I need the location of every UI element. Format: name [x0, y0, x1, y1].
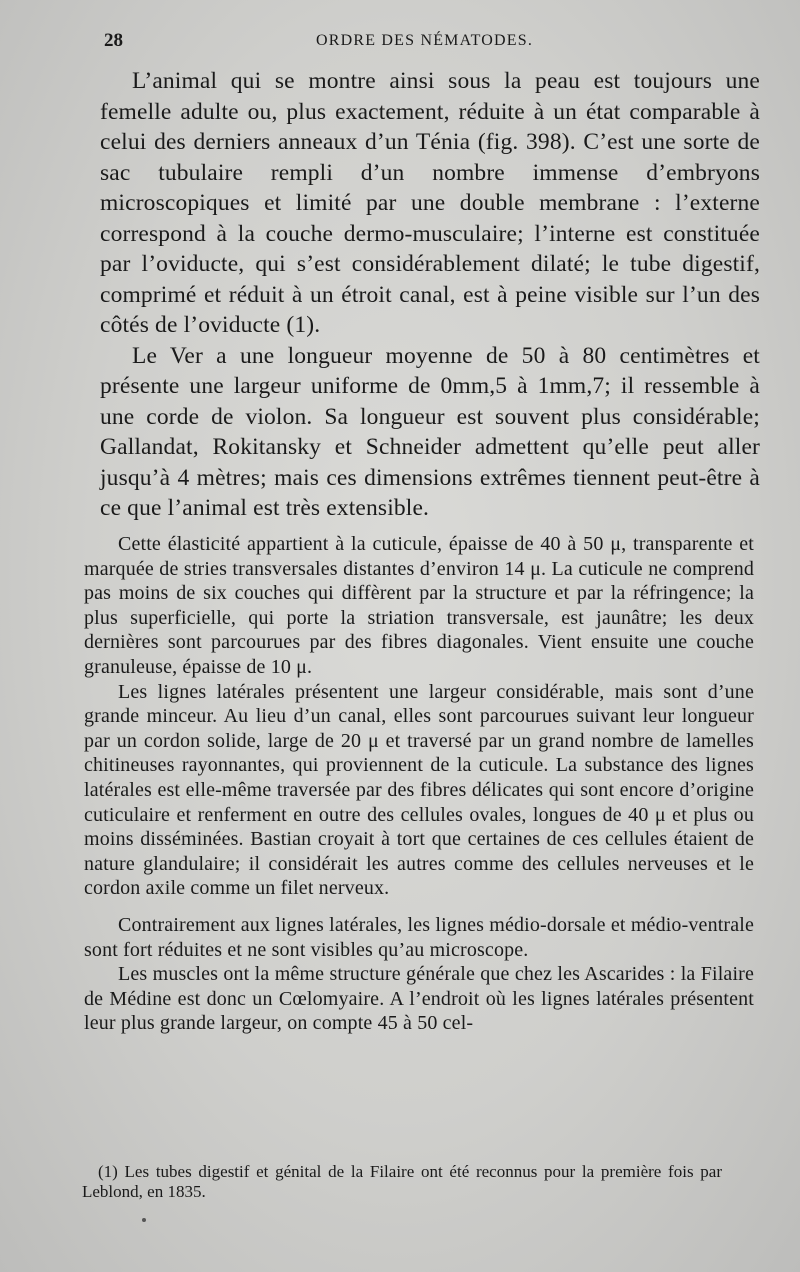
- footnote: (1) Les tubes digestif et génital de la Filaire ont été reconnus pour la première fois par Leblond, en 1835.: [82, 1162, 722, 1201]
- small-paragraph: Les lignes latérales présentent une largeur considérable, mais sont d’une grande minceur. Au lieu d’un canal, elles sont parcourues suivant leur longueur par un cordon solide, large de 20 μ et traversé par un grand nombre de lamelles chitineuses rayonnantes, qui proviennent de la cuticule. La substance des lignes latérales est elle-même traversée par des fibres délicates qui sont encore d’origine cuticulaire et renferment en outre des cellules ovales, longues de 40 μ et plus ou moins disséminées. Bastian croyait à tort que certaines de ces cellules étaient de nature glandulaire; il considérait les autres comme des cellules nerveuses et le cordon axile comme un filet nerveux.: [84, 680, 754, 900]
- paragraph: Le Ver a une longueur moyenne de 50 à 80 centimètres et présente une largeur uniforme de 0mm,5 à 1mm,7; il ressemble à une corde de violon. Sa longueur est souvent plus considérable; Gallandat, Rokitansky et Schneider admettent qu’elle peut aller jusqu’à 4 mètres; mais ces dimensions extrêmes tiennent peut-être à ce que l’animal est très extensible.: [100, 342, 760, 521]
- page-number: 28: [104, 30, 123, 51]
- main-text: [100, 66, 760, 524]
- print-speck: [142, 1218, 146, 1222]
- page-header: [104, 30, 760, 54]
- paragraph: L’animal qui se montre ainsi sous la peau est toujours une femelle adulte ou, plus exactement, réduite à un état comparable à celui des derniers anneaux d’un Ténia (fig. 398). C’est une sorte de sac tubulaire rempli d’un nombre immense d’embryons microscopiques et limité par une double membrane : l’externe correspond à la couche dermo-musculaire; l’interne est constituée par l’oviducte, qui s’est considérablement dilaté; le tube digestif, comprimé et réduit à un étroit canal, est à peine visible sur l’un des côtés de l’oviducte (1).: [100, 68, 760, 338]
- small-paragraph: Contrairement aux lignes latérales, les lignes médio-dorsale et médio-ventrale sont fort réduites et ne sont visibles qu’au microscope.: [84, 913, 754, 961]
- small-paragraph: Les muscles ont la même structure générale que chez les Ascarides : la Filaire de Médine est donc un Cœlomyaire. A l’endroit où les lignes latérales présentent leur plus grande largeur, on compte 45 à 50 cel-: [84, 963, 754, 1035]
- small-paragraph: Cette élasticité appartient à la cuticule, épaisse de 40 à 50 μ, transparente et marquée de stries transversales distantes d’environ 14 μ. La cuticule ne comprend pas moins de six couches qui diffèrent par la structure et par la réfringence; la plus superficielle, qui porte la striation transversale, est jaunâtre; les deux dernières sont parcourues par des fibres diagonales. Vient ensuite une couche granuleuse, épaisse de 10 μ.: [84, 533, 754, 678]
- small-print-section: [84, 532, 754, 1036]
- running-head: ORDRE DES NÉMATODES.: [316, 32, 534, 49]
